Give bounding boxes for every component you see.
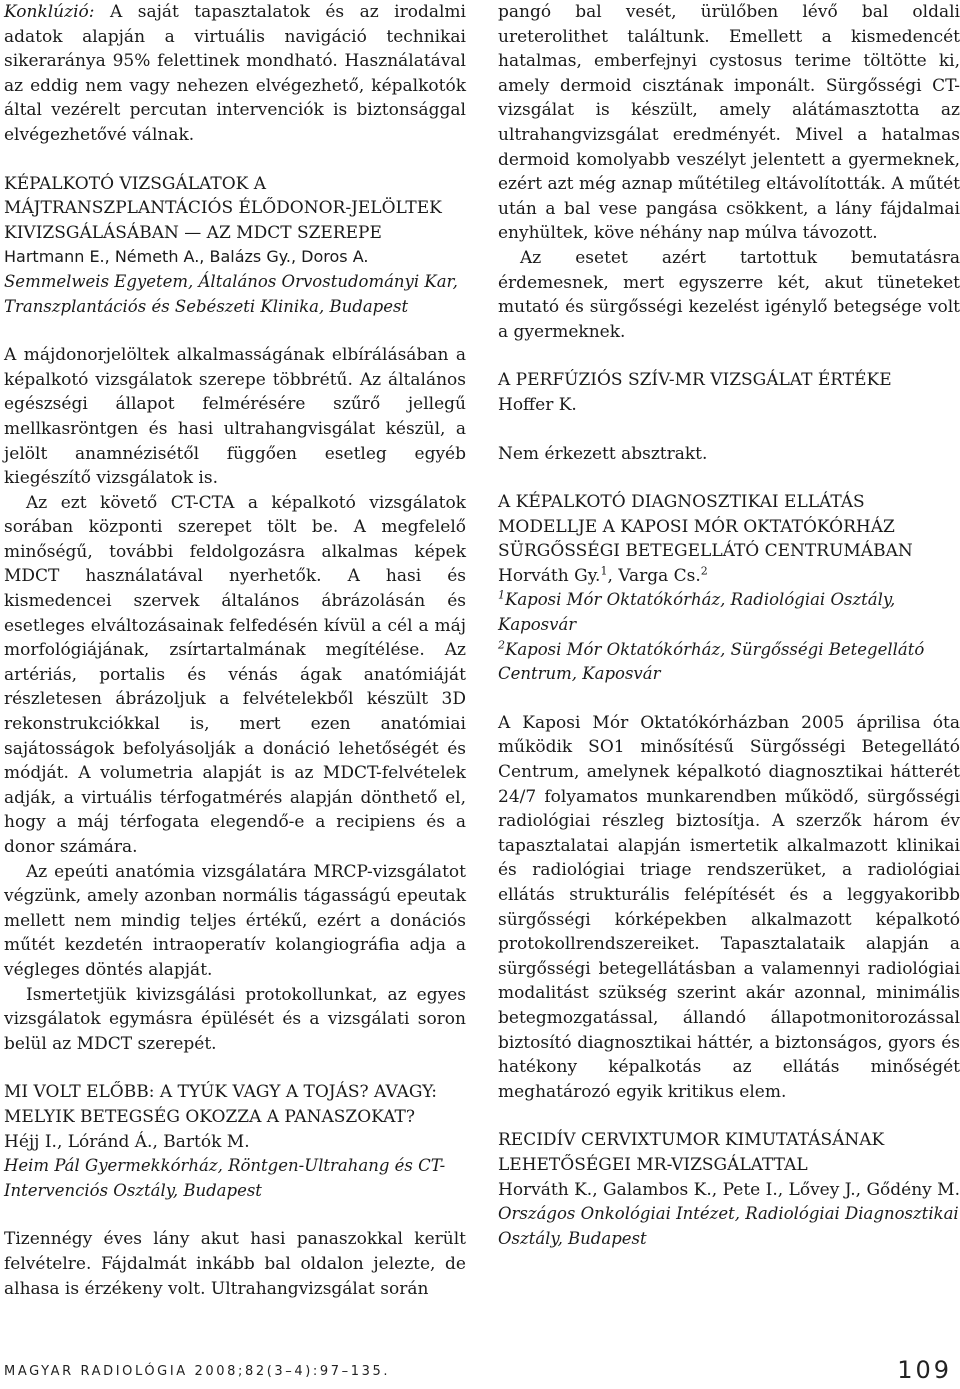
author-affiliation-mark: 2 bbox=[700, 564, 708, 578]
abstract-title-mdct: KÉPALKOTÓ VIZSGÁLATOK A MÁJTRANSZPLANTÁCIÓS ÉLŐDONOR-JELÖLTEK KIVIZSGÁLÁSÁBAN — AZ MDCT SZEREPE bbox=[4, 173, 442, 243]
abstract-paragraph: A májdonorjelöltek alkalmasságának elbírálásában a képalkotó vizsgálatok szerepe többrétű. Az általános egészségi állapot felmérésére szűrő jellegű mellkasröntgen és hasi ultrahangvisgálat készül, a jelölt anamnézisétől függően esetleg egyéb kiegészítő vizsgálatok is. bbox=[4, 345, 466, 489]
affiliation-mark: 1 bbox=[498, 588, 505, 602]
affiliation-text: Kaposi Mór Oktatókórház, Sürgősségi Betegellátó Centrum, Kaposvár bbox=[498, 639, 925, 684]
abstract-authors-cervix: Horváth K., Galambos K., Pete I., Lővey J., Gődény M. bbox=[498, 1179, 960, 1200]
abstract-title-tyuk-tojas: MI VOLT ELŐBB: A TYÚK VAGY A TOJÁS? AVAGY: MELYIK BETEGSÉG OKOZZA A PANASZOKAT? bbox=[4, 1082, 437, 1127]
abstract-paragraph: Az ezt követő CT-CTA a képalkotó vizsgálatok sorában központi szerepet tölt be. A megfelelő minőségű, további feldolgozásra alkalmas képek MDCT használatával nyerhetők. A hasi és kismedencei szervek általános ábrázolásán és esetleges elváltozásainak felfedésén kívül a cél a máj morfológiájának, zsírtartalmának megítélése. Az artériás, portalis és vénás ágak anatómiáját részletesen ábrázoljuk a felvételekből készült 3D rekonstrukciókkal is, mert ezen anatómiai sajátosságok befolyásolják a donáció lehetőségét és módját. A volumetria alapját is az MDCT-felvételek adják, a virtuális térfogatmérés alapján dönthető el, hogy a máj térfogata elegendő-e a recipiens és a donor számára. bbox=[4, 492, 466, 857]
abstract-affiliation-kaposi-1 bbox=[498, 588, 960, 637]
abstract-paragraph: Tizennégy éves lány akut hasi panaszokkal került felvételre. Fájdalmát inkább bal oldalon jelezte, de alhasa is érzékeny volt. Ultrahangvizsgálat során bbox=[4, 1229, 466, 1299]
abstract-paragraph-continued: pangó bal vesét, ürülőben lévő bal oldali ureterolithet találtunk. Emellett a kismedencét hatalmas, emberfejnyi cystosus terime töltötte ki, amely dermoid cisztának imponált. Sürgősségi CT-vizsgálat is készült, amely alátámasztotta az ultrahangvizsgálat eredményét. Mivel a hatalmas dermoid komolyabb veszélyt jelentett a gyermeknek, ezért azt még aznap műtétileg eltávolították. A műtét után a bal vese pangása csökkent, a lány fájdalmai enyhültek, köve néhány nap múlva távozott. bbox=[498, 2, 960, 244]
abstract-paragraph: Az epeúti anatómia vizsgálatára MRCP-vizsgálatot végzünk, amely azonban normális tágasságú epeutak mellett nem mindig teljes értékű, ezért a donációs műtét kezdetén intraoperatív kolangiográfia adja a végleges döntés alapját. bbox=[4, 861, 466, 980]
affiliation-text: Kaposi Mór Oktatókórház, Radiológiai Osztály, Kaposvár bbox=[498, 590, 896, 635]
abstract-title-perfusion: A PERFÚZIÓS SZÍV-MR VIZSGÁLAT ÉRTÉKE bbox=[498, 370, 892, 391]
right-column bbox=[498, 0, 960, 1251]
author-name: Horváth Gy. bbox=[498, 565, 601, 586]
left-column bbox=[4, 0, 466, 1301]
abstract-paragraph: Az esetet azért tartottuk bemutatásra érdemesnek, mert egyszerre két, akut tüneteket mutató és sürgősségi kezelést igénylő betegsége volt a gyermeknek. bbox=[498, 247, 960, 342]
abstract-title-cervix: RECIDÍV CERVIXTUMOR KIMUTATÁSÁNAK LEHETŐSÉGEI MR-VIZSGÁLATTAL bbox=[498, 1130, 885, 1175]
abstract-no-text: Nem érkezett absztrakt. bbox=[498, 443, 708, 464]
abstract-affiliation-kaposi-2 bbox=[498, 638, 960, 687]
abstract-affiliation-cervix: Országos Onkológiai Intézet, Radiológiai Diagnosztikai Osztály, Budapest bbox=[498, 1204, 959, 1248]
author-name: , Varga Cs. bbox=[607, 565, 701, 586]
abstract-affiliation-mdct: Semmelweis Egyetem, Általános Orvostudományi Kar, Transzplantációs és Sebészeti Klinika, Budapest bbox=[4, 271, 458, 316]
abstract-affiliation-tyuk-tojas: Heim Pál Gyermekkórház, Röntgen-Ultrahang és CT-Intervenciós Osztály, Budapest bbox=[4, 1156, 446, 1200]
page-number: 109 bbox=[897, 1356, 952, 1384]
abstract-title-kaposi: A KÉPALKOTÓ DIAGNOSZTIKAI ELLÁTÁS MODELLJE A KAPOSI MÓR OKTATÓKÓRHÁZ SÜRGŐSSÉGI BETEGELLÁTÓ CENTRUMÁBAN bbox=[498, 492, 913, 562]
abstract-authors-tyuk-tojas: Héjj I., Lóránd Á., Bartók M. bbox=[4, 1131, 250, 1152]
author-affiliation-mark: 1 bbox=[600, 564, 608, 578]
affiliation-mark: 2 bbox=[498, 638, 505, 652]
abstract-paragraph: Ismertetjük kivizsgálási protokollunkat, az egyes vizsgálatok egymásra épülését és a vizsgálati soron belül az MDCT szerepét. bbox=[4, 984, 466, 1054]
journal-citation: MAGYAR RADIOLÓGIA 2008;82(3–4):97–135. bbox=[4, 1364, 391, 1379]
abstract-authors-perfusion: Hoffer K. bbox=[498, 394, 577, 415]
conclusion-label: Konklúzió: bbox=[4, 2, 95, 22]
abstract-authors-kaposi bbox=[498, 564, 960, 589]
page-footer bbox=[4, 1358, 952, 1386]
abstract-paragraph: A Kaposi Mór Oktatókórházban 2005 áprilisa óta működik SO1 minősítésű Sürgősségi Betegellátó Centrum, amelynek képalkotó diagnosztikai hátterét 24/7 folyamatos munkarendben működő, sürgősségi radiológiai részleg biztosítja. A szerzők három év tapasztalatai alapján ismertetik alkalmazott klinikai és radiológiai triage rendszerüket, a radiológiai ellátás strukturális felépítését és a leggyakoribb sürgősségi kórképekben alkalmazott képalkotó protokollrendszereiket. Tapasztalataik alapján a sürgősségi betegellátásban a valamennyi radiológiai modalitást szükség szerint akár azonnal, minimális betegmozgatással, állandó állapotmonitorozással biztosító diagnosztikai háttér, a biztonságos, gyors és hatékony képalkotás az ellátás minőségét meghatározó egyik kritikus elem. bbox=[498, 712, 960, 1102]
conclusion-text: A saját tapasztalatok és az irodalmi adatok alapján a virtuális navigáció technikai sikeraránya 95% felettinek mondható. Használatával az eddig nem vagy nehezen elvégezhető, képalkotók által vezérelt percutan intervenciók is biztonsággal elvégezhetővé válnak. bbox=[4, 2, 466, 145]
abstract-authors-mdct: Hartmann E., Németh A., Balázs Gy., Doros A. bbox=[4, 247, 369, 267]
conclusion-paragraph bbox=[4, 0, 466, 148]
